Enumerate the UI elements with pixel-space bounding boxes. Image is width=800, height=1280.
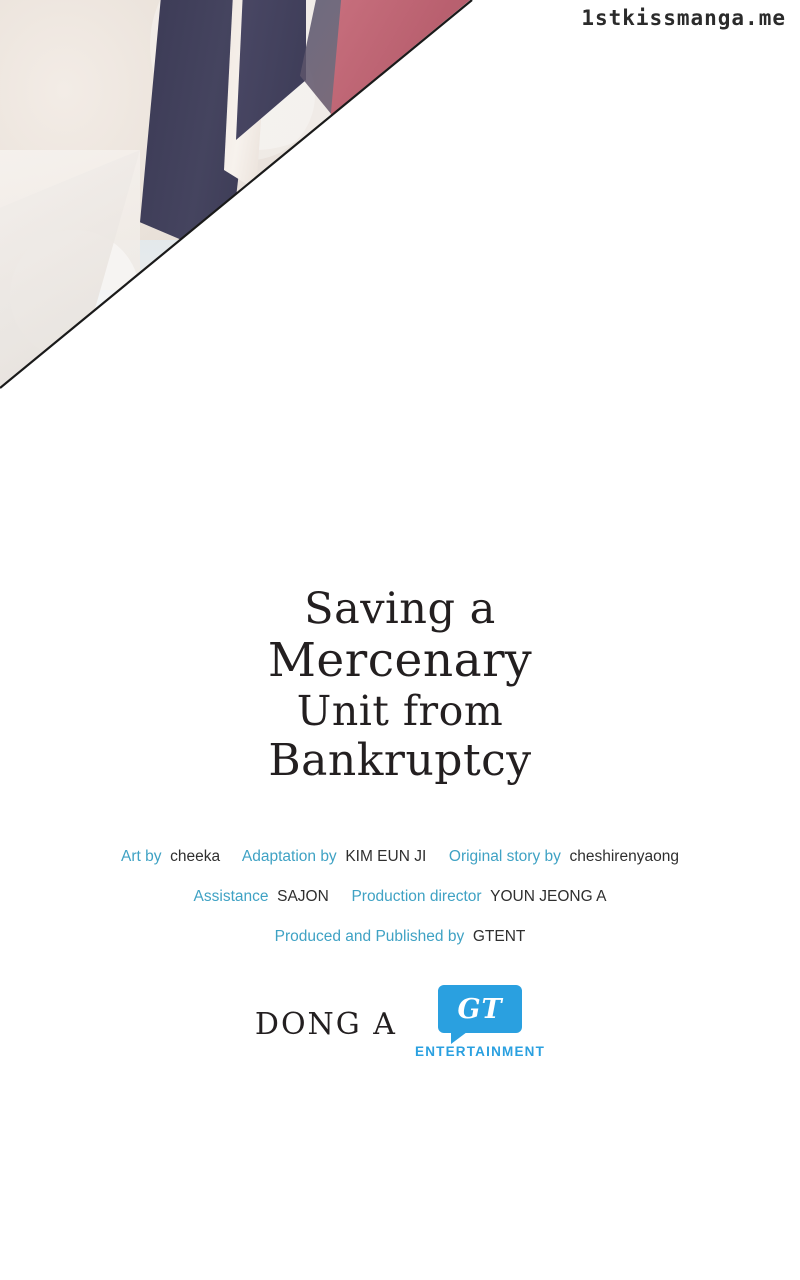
credits-row-publisher (0, 928, 800, 946)
title-line-3: Unit from (296, 687, 504, 735)
title-line-1: Saving a (304, 584, 496, 634)
title-line-4: Bankruptcy (268, 735, 532, 786)
credit-label-art-by: Art by (121, 848, 162, 865)
credit-label-produced-published-by: Produced and Published by (274, 928, 465, 945)
credits-row-staff (0, 888, 800, 906)
gt-entertainment-label: ENTERTAINMENT (414, 1044, 546, 1059)
panel-diagonal-edge (0, 0, 480, 390)
credit-label-production-director: Production director (351, 888, 482, 905)
credit-value-publisher: GTENT (472, 928, 526, 945)
title-line-2: Mercenary (267, 633, 533, 688)
credit-label-assistance: Assistance (193, 888, 269, 905)
credit-label-adaptation-by: Adaptation by (241, 848, 337, 865)
credit-value-production-director: YOUN JEONG A (490, 888, 607, 905)
credit-value-original-story: cheshirenyaong (569, 848, 679, 865)
publisher-logos (0, 985, 800, 1059)
gt-entertainment-logo (415, 985, 545, 1059)
site-watermark: 1stkissmanga.me (581, 6, 786, 30)
credit-value-adaptation: KIM EUN JI (345, 848, 427, 865)
credits-row-art (0, 848, 800, 866)
credit-value-assistance: SAJON (277, 888, 329, 905)
credit-label-original-story-by: Original story by (448, 848, 561, 865)
dong-a-logo: DONG A (254, 1006, 397, 1042)
gt-monogram: GT (457, 993, 503, 1025)
comic-artwork-panel (0, 0, 800, 390)
page-title (0, 584, 800, 786)
gt-speech-bubble-icon (438, 985, 522, 1033)
credit-value-artist: cheeka (170, 848, 221, 865)
